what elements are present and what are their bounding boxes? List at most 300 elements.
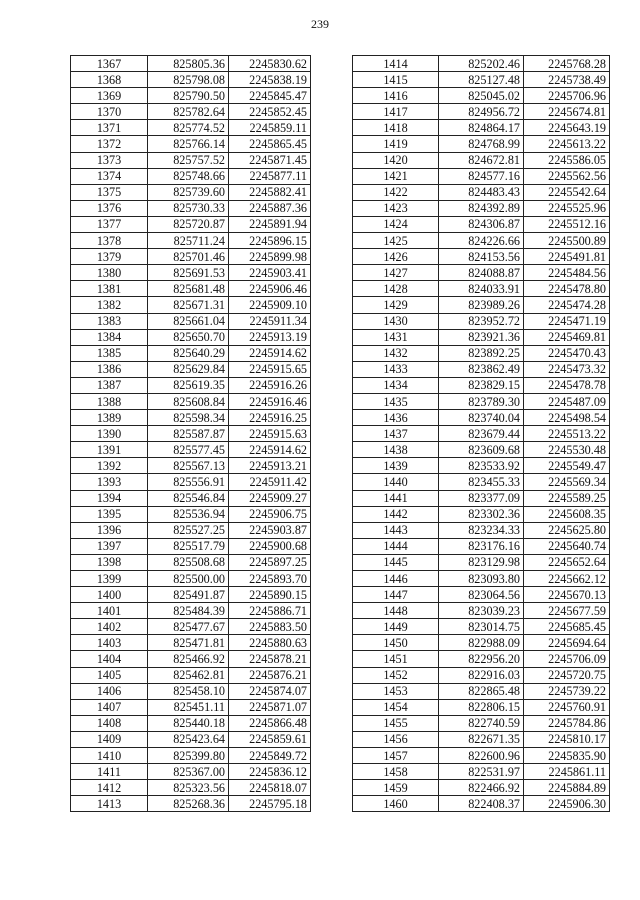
point-number-cell: 1453: [353, 683, 439, 699]
y-coordinate-cell: 2245491.81: [524, 249, 610, 265]
point-number-cell: 1430: [353, 313, 439, 329]
y-coordinate-cell: 2245909.10: [229, 297, 311, 313]
point-number-cell: 1439: [353, 458, 439, 474]
point-number-cell: 1376: [71, 200, 148, 216]
point-number-cell: 1451: [353, 651, 439, 667]
x-coordinate-cell: 824956.72: [439, 104, 524, 120]
x-coordinate-cell: 825619.35: [148, 377, 229, 393]
x-coordinate-cell: 825556.91: [148, 474, 229, 490]
point-number-cell: 1434: [353, 377, 439, 393]
point-number-cell: 1383: [71, 313, 148, 329]
y-coordinate-cell: 2245893.70: [229, 571, 311, 587]
y-coordinate-cell: 2245916.25: [229, 410, 311, 426]
point-number-cell: 1375: [71, 184, 148, 200]
x-coordinate-cell: 822916.03: [439, 667, 524, 683]
point-number-cell: 1399: [71, 571, 148, 587]
point-number-cell: 1456: [353, 731, 439, 747]
y-coordinate-cell: 2245670.13: [524, 587, 610, 603]
y-coordinate-cell: 2245512.16: [524, 216, 610, 232]
point-number-cell: 1421: [353, 168, 439, 184]
table-row: [353, 506, 610, 522]
point-number-cell: 1369: [71, 88, 148, 104]
y-coordinate-cell: 2245608.35: [524, 506, 610, 522]
y-coordinate-cell: 2245913.19: [229, 329, 311, 345]
table-row: [353, 635, 610, 651]
table-row: [353, 748, 610, 764]
y-coordinate-cell: 2245706.09: [524, 651, 610, 667]
table-row: [71, 731, 311, 747]
y-coordinate-cell: 2245739.22: [524, 683, 610, 699]
y-coordinate-cell: 2245891.94: [229, 216, 311, 232]
point-number-cell: 1405: [71, 667, 148, 683]
point-number-cell: 1407: [71, 699, 148, 715]
table-row: [71, 651, 311, 667]
table-row: [71, 265, 311, 281]
x-coordinate-cell: 823679.44: [439, 426, 524, 442]
table-row: [71, 377, 311, 393]
y-coordinate-cell: 2245473.32: [524, 361, 610, 377]
y-coordinate-cell: 2245909.27: [229, 490, 311, 506]
x-coordinate-cell: 825774.52: [148, 120, 229, 136]
point-number-cell: 1455: [353, 715, 439, 731]
table-row: [353, 474, 610, 490]
table-row: [71, 667, 311, 683]
y-coordinate-cell: 2245838.19: [229, 72, 311, 88]
table-row: [71, 522, 311, 538]
x-coordinate-cell: 823609.68: [439, 442, 524, 458]
table-row: [353, 619, 610, 635]
table-row: [353, 699, 610, 715]
point-number-cell: 1427: [353, 265, 439, 281]
y-coordinate-cell: 2245882.41: [229, 184, 311, 200]
point-number-cell: 1395: [71, 506, 148, 522]
y-coordinate-cell: 2245474.28: [524, 297, 610, 313]
table-row: [71, 184, 311, 200]
point-number-cell: 1380: [71, 265, 148, 281]
x-coordinate-cell: 824577.16: [439, 168, 524, 184]
x-coordinate-cell: 825730.33: [148, 200, 229, 216]
x-coordinate-cell: 823533.92: [439, 458, 524, 474]
point-number-cell: 1377: [71, 216, 148, 232]
y-coordinate-cell: 2245478.80: [524, 281, 610, 297]
table-row: [353, 667, 610, 683]
y-coordinate-cell: 2245469.81: [524, 329, 610, 345]
point-number-cell: 1374: [71, 168, 148, 184]
table-row: [71, 538, 311, 554]
table-row: [71, 200, 311, 216]
y-coordinate-cell: 2245896.15: [229, 233, 311, 249]
point-number-cell: 1381: [71, 281, 148, 297]
y-coordinate-cell: 2245903.87: [229, 522, 311, 538]
x-coordinate-cell: 825608.84: [148, 393, 229, 409]
x-coordinate-cell: 822956.20: [439, 651, 524, 667]
y-coordinate-cell: 2245915.65: [229, 361, 311, 377]
y-coordinate-cell: 2245549.47: [524, 458, 610, 474]
table-row: [71, 474, 311, 490]
table-row: [353, 200, 610, 216]
x-coordinate-cell: 825650.70: [148, 329, 229, 345]
point-number-cell: 1433: [353, 361, 439, 377]
coordinates-table-left: [70, 55, 311, 812]
point-number-cell: 1397: [71, 538, 148, 554]
table-row: [71, 571, 311, 587]
table-row: [71, 216, 311, 232]
point-number-cell: 1386: [71, 361, 148, 377]
table-row: [353, 587, 610, 603]
table-row: [71, 120, 311, 136]
table-row: [353, 764, 610, 780]
table-row: [353, 152, 610, 168]
x-coordinate-cell: 825720.87: [148, 216, 229, 232]
point-number-cell: 1418: [353, 120, 439, 136]
table-row: [353, 313, 610, 329]
y-coordinate-cell: 2245878.21: [229, 651, 311, 667]
y-coordinate-cell: 2245810.17: [524, 731, 610, 747]
table-row: [353, 410, 610, 426]
table-row: [353, 104, 610, 120]
table-row: [353, 120, 610, 136]
y-coordinate-cell: 2245706.96: [524, 88, 610, 104]
table-row: [353, 426, 610, 442]
y-coordinate-cell: 2245914.62: [229, 345, 311, 361]
point-number-cell: 1410: [71, 748, 148, 764]
point-number-cell: 1392: [71, 458, 148, 474]
y-coordinate-cell: 2245906.30: [524, 796, 610, 812]
y-coordinate-cell: 2245768.28: [524, 56, 610, 72]
point-number-cell: 1443: [353, 522, 439, 538]
table-row: [71, 393, 311, 409]
x-coordinate-cell: 823176.16: [439, 538, 524, 554]
point-number-cell: 1460: [353, 796, 439, 812]
table-row: [71, 442, 311, 458]
point-number-cell: 1403: [71, 635, 148, 651]
y-coordinate-cell: 2245906.46: [229, 281, 311, 297]
y-coordinate-cell: 2245694.64: [524, 635, 610, 651]
x-coordinate-cell: 825782.64: [148, 104, 229, 120]
x-coordinate-cell: 823862.49: [439, 361, 524, 377]
y-coordinate-cell: 2245884.89: [524, 780, 610, 796]
x-coordinate-cell: 824392.89: [439, 200, 524, 216]
point-number-cell: 1396: [71, 522, 148, 538]
y-coordinate-cell: 2245625.80: [524, 522, 610, 538]
x-coordinate-cell: 823302.36: [439, 506, 524, 522]
point-number-cell: 1459: [353, 780, 439, 796]
y-coordinate-cell: 2245916.26: [229, 377, 311, 393]
x-coordinate-cell: 825598.34: [148, 410, 229, 426]
point-number-cell: 1398: [71, 554, 148, 570]
table-row: [71, 168, 311, 184]
table-row: [353, 216, 610, 232]
table-row: [71, 233, 311, 249]
table-row: [71, 281, 311, 297]
point-number-cell: 1390: [71, 426, 148, 442]
point-number-cell: 1373: [71, 152, 148, 168]
x-coordinate-cell: 825484.39: [148, 603, 229, 619]
point-number-cell: 1447: [353, 587, 439, 603]
x-coordinate-cell: 825640.29: [148, 345, 229, 361]
x-coordinate-cell: 825671.31: [148, 297, 229, 313]
y-coordinate-cell: 2245845.47: [229, 88, 311, 104]
x-coordinate-cell: 825577.45: [148, 442, 229, 458]
point-number-cell: 1409: [71, 731, 148, 747]
table-row: [71, 152, 311, 168]
table-row: [71, 780, 311, 796]
point-number-cell: 1404: [71, 651, 148, 667]
point-number-cell: 1394: [71, 490, 148, 506]
table-row: [71, 603, 311, 619]
y-coordinate-cell: 2245478.78: [524, 377, 610, 393]
table-row: [353, 490, 610, 506]
y-coordinate-cell: 2245530.48: [524, 442, 610, 458]
x-coordinate-cell: 825790.50: [148, 88, 229, 104]
page-number: 239: [311, 17, 329, 31]
x-coordinate-cell: 825587.87: [148, 426, 229, 442]
x-coordinate-cell: 825691.53: [148, 265, 229, 281]
x-coordinate-cell: 823064.56: [439, 587, 524, 603]
y-coordinate-cell: 2245861.11: [524, 764, 610, 780]
x-coordinate-cell: 824226.66: [439, 233, 524, 249]
table-row: [353, 538, 610, 554]
y-coordinate-cell: 2245887.36: [229, 200, 311, 216]
table-row: [353, 265, 610, 281]
point-number-cell: 1378: [71, 233, 148, 249]
x-coordinate-cell: 825527.25: [148, 522, 229, 538]
table-row: [71, 249, 311, 265]
point-number-cell: 1420: [353, 152, 439, 168]
y-coordinate-cell: 2245542.64: [524, 184, 610, 200]
point-number-cell: 1431: [353, 329, 439, 345]
y-coordinate-cell: 2245900.68: [229, 538, 311, 554]
x-coordinate-cell: 823377.09: [439, 490, 524, 506]
table-row: [353, 72, 610, 88]
point-number-cell: 1457: [353, 748, 439, 764]
point-number-cell: 1371: [71, 120, 148, 136]
x-coordinate-cell: 825748.66: [148, 168, 229, 184]
x-coordinate-cell: 823921.36: [439, 329, 524, 345]
y-coordinate-cell: 2245899.98: [229, 249, 311, 265]
point-number-cell: 1424: [353, 216, 439, 232]
point-number-cell: 1408: [71, 715, 148, 731]
point-number-cell: 1446: [353, 571, 439, 587]
y-coordinate-cell: 2245876.21: [229, 667, 311, 683]
point-number-cell: 1450: [353, 635, 439, 651]
table-row: [71, 297, 311, 313]
table-row: [71, 313, 311, 329]
table-row: [71, 619, 311, 635]
y-coordinate-cell: 2245915.63: [229, 426, 311, 442]
table-row: [353, 88, 610, 104]
y-coordinate-cell: 2245906.75: [229, 506, 311, 522]
point-number-cell: 1419: [353, 136, 439, 152]
table-row: [71, 699, 311, 715]
point-number-cell: 1402: [71, 619, 148, 635]
x-coordinate-cell: 825268.36: [148, 796, 229, 812]
x-coordinate-cell: 822671.35: [439, 731, 524, 747]
x-coordinate-cell: 825629.84: [148, 361, 229, 377]
table-row: [353, 603, 610, 619]
table-row: [71, 458, 311, 474]
point-number-cell: 1411: [71, 764, 148, 780]
table-row: [353, 393, 610, 409]
table-row: [353, 442, 610, 458]
table-row: [71, 554, 311, 570]
x-coordinate-cell: 824672.81: [439, 152, 524, 168]
x-coordinate-cell: 825399.80: [148, 748, 229, 764]
point-number-cell: 1413: [71, 796, 148, 812]
point-number-cell: 1382: [71, 297, 148, 313]
x-coordinate-cell: 823789.30: [439, 393, 524, 409]
y-coordinate-cell: 2245911.42: [229, 474, 311, 490]
point-number-cell: 1449: [353, 619, 439, 635]
x-coordinate-cell: 825757.52: [148, 152, 229, 168]
y-coordinate-cell: 2245877.11: [229, 168, 311, 184]
point-number-cell: 1384: [71, 329, 148, 345]
x-coordinate-cell: 825508.68: [148, 554, 229, 570]
y-coordinate-cell: 2245487.09: [524, 393, 610, 409]
y-coordinate-cell: 2245760.91: [524, 699, 610, 715]
y-coordinate-cell: 2245471.19: [524, 313, 610, 329]
point-number-cell: 1429: [353, 297, 439, 313]
x-coordinate-cell: 825798.08: [148, 72, 229, 88]
table-row: [353, 715, 610, 731]
x-coordinate-cell: 825661.04: [148, 313, 229, 329]
table-row: [353, 361, 610, 377]
x-coordinate-cell: 823234.33: [439, 522, 524, 538]
point-number-cell: 1444: [353, 538, 439, 554]
x-coordinate-cell: 823129.98: [439, 554, 524, 570]
table-row: [353, 796, 610, 812]
y-coordinate-cell: 2245818.07: [229, 780, 311, 796]
x-coordinate-cell: 825451.11: [148, 699, 229, 715]
x-coordinate-cell: 823892.25: [439, 345, 524, 361]
y-coordinate-cell: 2245897.25: [229, 554, 311, 570]
point-number-cell: 1426: [353, 249, 439, 265]
table-row: [71, 361, 311, 377]
x-coordinate-cell: 824033.91: [439, 281, 524, 297]
x-coordinate-cell: 825500.00: [148, 571, 229, 587]
y-coordinate-cell: 2245849.72: [229, 748, 311, 764]
y-coordinate-cell: 2245886.71: [229, 603, 311, 619]
point-number-cell: 1435: [353, 393, 439, 409]
y-coordinate-cell: 2245513.22: [524, 426, 610, 442]
x-coordinate-cell: 823952.72: [439, 313, 524, 329]
table-row: [353, 377, 610, 393]
point-number-cell: 1393: [71, 474, 148, 490]
point-number-cell: 1458: [353, 764, 439, 780]
x-coordinate-cell: 825681.48: [148, 281, 229, 297]
x-coordinate-cell: 825517.79: [148, 538, 229, 554]
point-number-cell: 1423: [353, 200, 439, 216]
table-row: [71, 72, 311, 88]
x-coordinate-cell: 825440.18: [148, 715, 229, 731]
y-coordinate-cell: 2245836.12: [229, 764, 311, 780]
x-coordinate-cell: 825536.94: [148, 506, 229, 522]
x-coordinate-cell: 824483.43: [439, 184, 524, 200]
point-number-cell: 1387: [71, 377, 148, 393]
x-coordinate-cell: 822988.09: [439, 635, 524, 651]
y-coordinate-cell: 2245674.81: [524, 104, 610, 120]
point-number-cell: 1370: [71, 104, 148, 120]
x-coordinate-cell: 825471.81: [148, 635, 229, 651]
y-coordinate-cell: 2245569.34: [524, 474, 610, 490]
x-coordinate-cell: 822740.59: [439, 715, 524, 731]
table-row: [353, 683, 610, 699]
x-coordinate-cell: 822806.15: [439, 699, 524, 715]
x-coordinate-cell: 823039.23: [439, 603, 524, 619]
y-coordinate-cell: 2245866.48: [229, 715, 311, 731]
x-coordinate-cell: 823093.80: [439, 571, 524, 587]
y-coordinate-cell: 2245562.56: [524, 168, 610, 184]
y-coordinate-cell: 2245652.64: [524, 554, 610, 570]
table-row: [353, 345, 610, 361]
table-row: [353, 56, 610, 72]
point-number-cell: 1416: [353, 88, 439, 104]
table-row: [71, 329, 311, 345]
x-coordinate-cell: 825466.92: [148, 651, 229, 667]
x-coordinate-cell: 822408.37: [439, 796, 524, 812]
x-coordinate-cell: 823989.26: [439, 297, 524, 313]
table-row: [71, 426, 311, 442]
point-number-cell: 1437: [353, 426, 439, 442]
x-coordinate-cell: 825367.00: [148, 764, 229, 780]
point-number-cell: 1367: [71, 56, 148, 72]
y-coordinate-cell: 2245470.43: [524, 345, 610, 361]
y-coordinate-cell: 2245589.25: [524, 490, 610, 506]
y-coordinate-cell: 2245874.07: [229, 683, 311, 699]
table-row: [353, 168, 610, 184]
y-coordinate-cell: 2245913.21: [229, 458, 311, 474]
point-number-cell: 1441: [353, 490, 439, 506]
x-coordinate-cell: 823740.04: [439, 410, 524, 426]
y-coordinate-cell: 2245613.22: [524, 136, 610, 152]
table-row: [353, 297, 610, 313]
point-number-cell: 1428: [353, 281, 439, 297]
point-number-cell: 1454: [353, 699, 439, 715]
point-number-cell: 1388: [71, 393, 148, 409]
point-number-cell: 1432: [353, 345, 439, 361]
table-row: [71, 683, 311, 699]
table-row: [71, 506, 311, 522]
y-coordinate-cell: 2245830.62: [229, 56, 311, 72]
x-coordinate-cell: 824768.99: [439, 136, 524, 152]
point-number-cell: 1442: [353, 506, 439, 522]
table-row: [71, 410, 311, 426]
x-coordinate-cell: 825045.02: [439, 88, 524, 104]
point-number-cell: 1414: [353, 56, 439, 72]
x-coordinate-cell: 822600.96: [439, 748, 524, 764]
x-coordinate-cell: 825462.81: [148, 667, 229, 683]
table-row: [71, 635, 311, 651]
y-coordinate-cell: 2245500.89: [524, 233, 610, 249]
y-coordinate-cell: 2245525.96: [524, 200, 610, 216]
x-coordinate-cell: 822865.48: [439, 683, 524, 699]
table-row: [353, 780, 610, 796]
y-coordinate-cell: 2245643.19: [524, 120, 610, 136]
x-coordinate-cell: 825805.36: [148, 56, 229, 72]
point-number-cell: 1412: [71, 780, 148, 796]
point-number-cell: 1368: [71, 72, 148, 88]
y-coordinate-cell: 2245880.63: [229, 635, 311, 651]
table-row: [353, 571, 610, 587]
y-coordinate-cell: 2245890.15: [229, 587, 311, 603]
table-row: [353, 554, 610, 570]
y-coordinate-cell: 2245859.61: [229, 731, 311, 747]
x-coordinate-cell: 822466.92: [439, 780, 524, 796]
x-coordinate-cell: 822531.97: [439, 764, 524, 780]
table-row: [353, 281, 610, 297]
x-coordinate-cell: 825202.46: [439, 56, 524, 72]
x-coordinate-cell: 825423.64: [148, 731, 229, 747]
